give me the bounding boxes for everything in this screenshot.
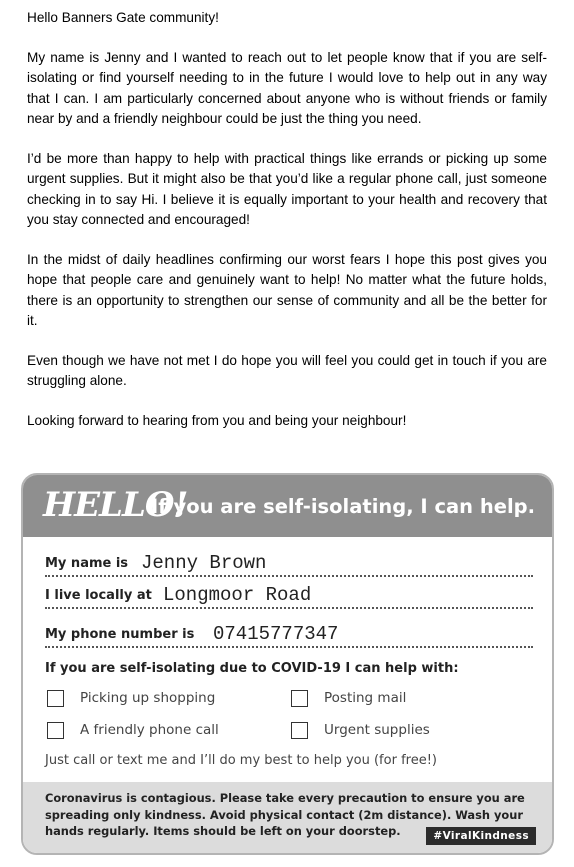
card-header: [23, 475, 552, 537]
option-urgent-supplies-label: Urgent supplies: [324, 722, 430, 738]
footer-line-1: Coronavirus is contagious. Please take every precaution to ensure you are: [45, 791, 525, 805]
letter-paragraph-3: In the midst of daily headlines confirming our worst fears I hope this post gives you hope that people care and genuinely want to help! No matter what the future holds, there is an opportunity to strengthen our sense of community and all be the better for it.: [27, 251, 547, 328]
card-footer: [23, 782, 552, 853]
name-value: Jenny Brown: [141, 552, 267, 574]
phone-value: 07415777347: [213, 623, 339, 645]
letter-paragraph-4: Even though we have not met I do hope you will feel you could get in touch if you are struggling alone.: [27, 352, 547, 388]
option-posting-mail-label: Posting mail: [324, 690, 407, 706]
locality-value: Longmoor Road: [163, 584, 312, 606]
locality-field: [45, 579, 533, 609]
letter-paragraph-5: Looking forward to hearing from you and being your neighbour!: [27, 412, 407, 428]
footer-line-3: hands regularly. Items should be left on your doorstep.: [45, 824, 401, 838]
card-tagline: If you are self-isolating, I can help.: [151, 495, 536, 518]
checkbox-urgent-supplies[interactable]: [291, 722, 308, 739]
phone-label: My phone number is: [45, 627, 195, 642]
name-field: [45, 547, 533, 577]
letter-body: [27, 8, 547, 450]
help-card: [21, 473, 554, 855]
locality-label: I live locally at: [45, 588, 152, 603]
option-phone-call-label: A friendly phone call: [80, 722, 219, 738]
phone-field: [45, 618, 533, 648]
letter-paragraph-1: My name is Jenny and I wanted to reach out to let people know that if you are self-isolating or find yourself needing to in the future I would love to help out in any way that I can. I am particularly concerned about anyone who is without friends or family near by and a friendly neighbour could be just the thing you need.: [27, 49, 547, 126]
hashtag-badge: #ViralKindness: [426, 827, 536, 845]
checkbox-phone-call[interactable]: [47, 722, 64, 739]
letter-paragraph-2: I’d be more than happy to help with practical things like errands or picking up some urgent supplies. But it might also be that you’d like a regular phone call, just someone checking in to say Hi. I believe it is equally important to your health and recovery that you stay connected and encouraged!: [27, 150, 547, 227]
option-shopping-label: Picking up shopping: [80, 690, 216, 706]
checkbox-posting-mail[interactable]: [291, 690, 308, 707]
checkbox-shopping[interactable]: [47, 690, 64, 707]
name-label: My name is: [45, 556, 129, 571]
help-title: If you are self-isolating due to COVID-19 I can help with:: [45, 661, 459, 676]
footer-line-2: spreading only kindness. Avoid physical contact (2m distance). Wash your: [45, 807, 523, 822]
call-line: Just call or text me and I’ll do my best to help you (for free!): [45, 753, 437, 768]
letter-greeting: Hello Banners Gate community!: [27, 10, 219, 25]
hello-logo: HELLO!: [43, 485, 188, 525]
